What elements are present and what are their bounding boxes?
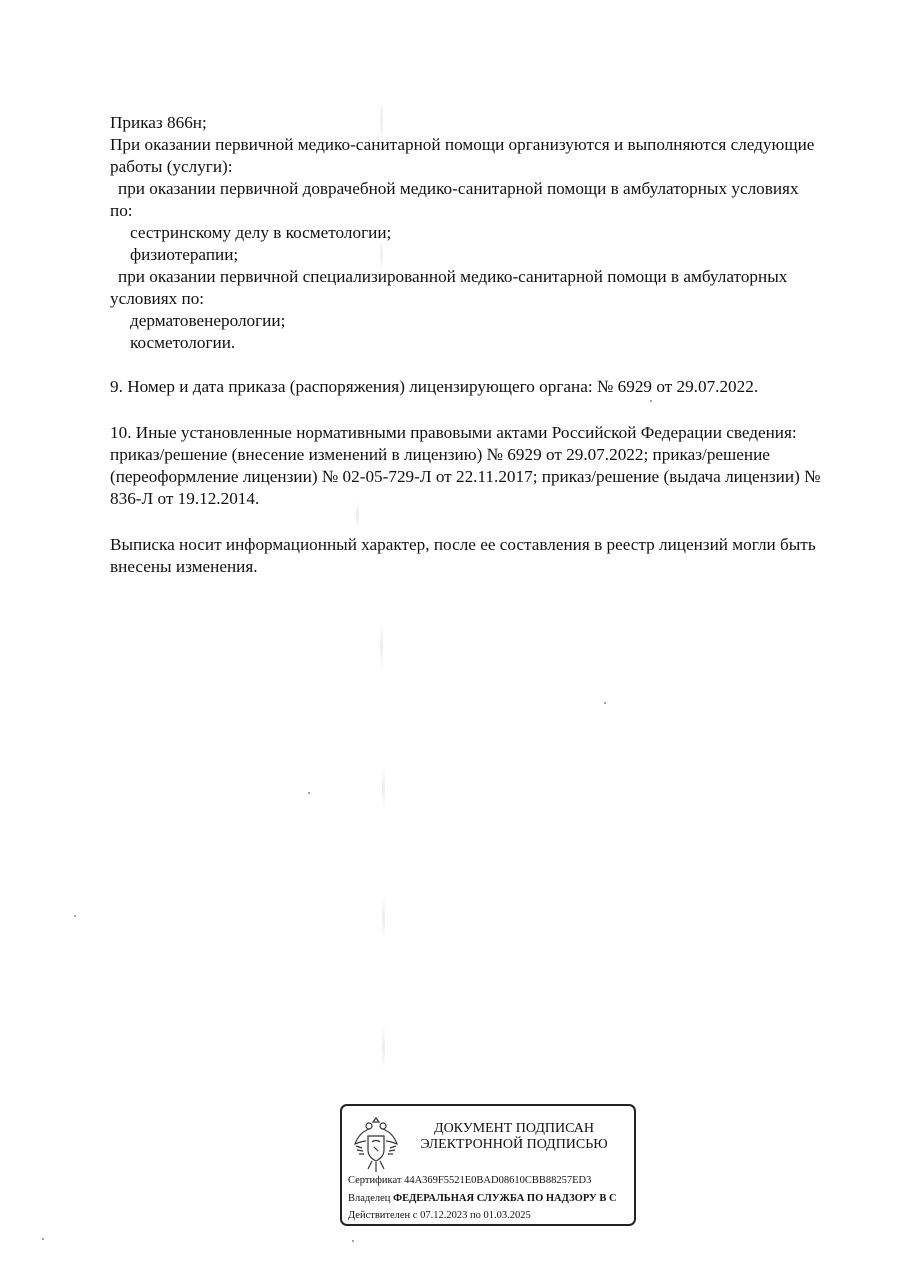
electronic-signature-stamp [340, 1104, 636, 1226]
note-line: Выписка носит информационный характер, после ее составления в реестр лицензий могли быть [110, 535, 816, 554]
list-item: дерматовенерологии; [130, 311, 286, 330]
coat-of-arms-icon [352, 1114, 400, 1176]
scan-dot [650, 400, 652, 402]
text-line: по: [110, 201, 133, 220]
scan-dot [604, 702, 606, 704]
scan-dot [308, 792, 310, 794]
stamp-title-line: ДОКУМЕНТ ПОДПИСАН [434, 1121, 594, 1136]
scan-artifact [380, 625, 383, 670]
text-line: условиях по: [110, 289, 205, 308]
item-10-line: приказ/решение (внесение изменений в лицензию) № 6929 от 29.07.2022; приказ/решение [110, 445, 770, 464]
note-line: внесены изменения. [110, 557, 258, 576]
text-line: при оказании первичной специализированной медико-санитарной помощи в амбулаторных [118, 267, 788, 286]
scan-dot [42, 1238, 44, 1240]
text-line: работы (услуги): [110, 157, 233, 176]
list-item: сестринскому делу в косметологии; [130, 223, 392, 242]
stamp-validity: Действителен с 07.12.2023 по 01.03.2025 [348, 1210, 531, 1221]
scan-artifact [382, 895, 385, 940]
owner-label: Владелец [348, 1193, 391, 1204]
certificate-value: 44A369F5521E0BAD08610CBB88257ED3 [404, 1175, 592, 1186]
stamp-owner [348, 1192, 634, 1205]
scan-artifact [382, 1025, 385, 1070]
text-line: при оказании первичной доврачебной медико-санитарной помощи в амбулаторных условиях [118, 179, 799, 198]
certificate-label: Сертификат [348, 1175, 402, 1186]
scan-dot [74, 915, 76, 917]
item-10-line: (переоформление лицензии) № 02-05-729-Л от 22.11.2017; приказ/решение (выдача лицензии) № [110, 467, 821, 486]
text-line: При оказании первичной медико-санитарной помощи организуются и выполняются следующие [110, 135, 815, 154]
scan-dot [352, 1240, 354, 1242]
scan-artifact [382, 765, 385, 810]
item-9: 9. Номер и дата приказа (распоряжения) лицензирующего органа: № 6929 от 29.07.2022. [110, 377, 759, 396]
item-10-line: 10. Иные установленные нормативными правовыми актами Российской Федерации сведения: [110, 423, 797, 442]
list-item: косметологии. [130, 333, 236, 352]
stamp-title-line: ЭЛЕКТРОННОЙ ПОДПИСЬЮ [420, 1137, 608, 1152]
owner-value: ФЕДЕРАЛЬНАЯ СЛУЖБА ПО НАДЗОРУ В С [393, 1193, 617, 1204]
list-item: физиотерапии; [130, 245, 239, 264]
scan-artifact [356, 500, 359, 530]
item-10-line: 836-Л от 19.12.2014. [110, 489, 260, 508]
text-line: Приказ 866н; [110, 113, 207, 132]
stamp-certificate [348, 1174, 634, 1187]
